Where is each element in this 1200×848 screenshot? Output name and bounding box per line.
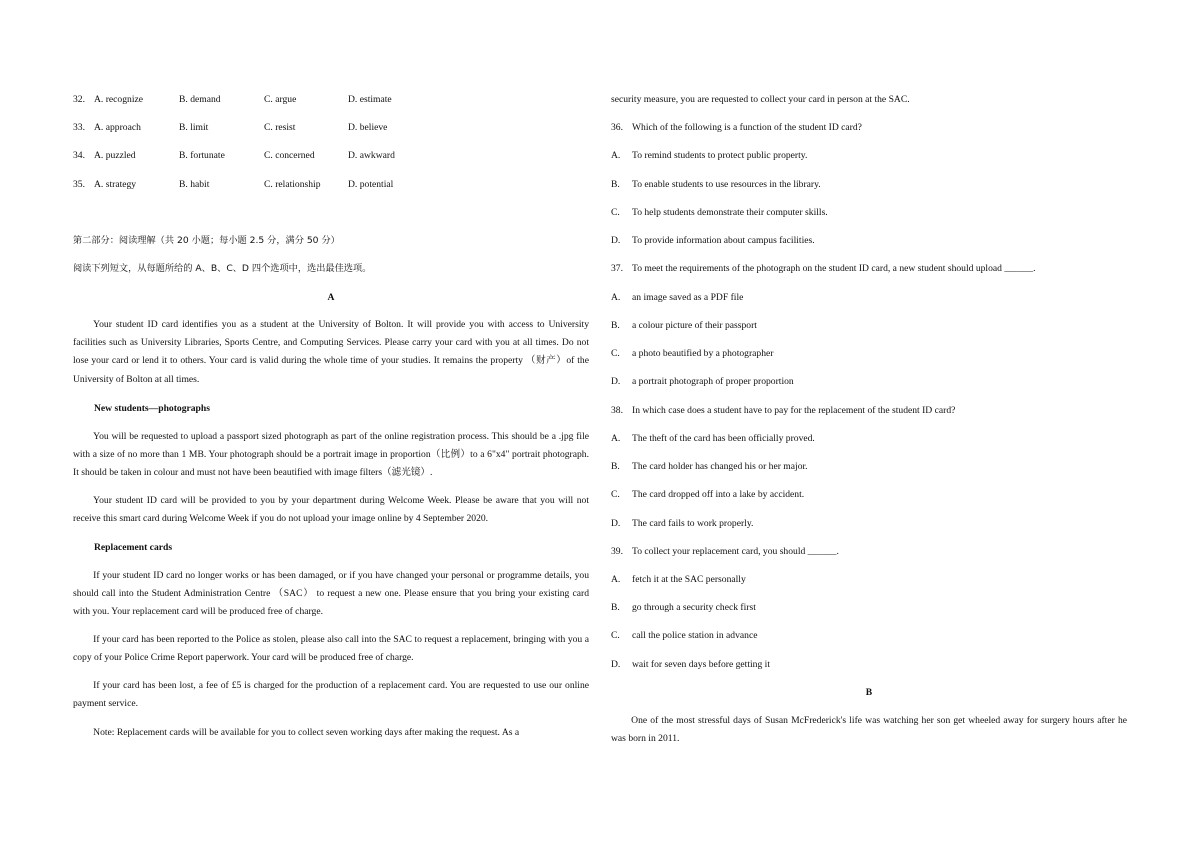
question-number: 36. [611, 122, 623, 133]
option-letter: A. [611, 292, 621, 303]
question-text: Which of the following is a function of the student ID card? [632, 122, 862, 133]
question-number: 33. [73, 122, 85, 133]
option-letter: C. [611, 489, 620, 500]
option-a: A. strategy [94, 179, 137, 190]
option-letter: A. [611, 150, 621, 161]
option-text: fetch it at the SAC personally [632, 574, 746, 585]
option-text: The card holder has changed his or her major. [632, 461, 808, 472]
section-title: 第二部分：阅读理解（共 20 小题；每小题 2.5 分，满分 50 分） [73, 235, 340, 246]
option-d: D. potential [348, 179, 394, 190]
heading-new-students: New students—photographs [94, 403, 210, 414]
option-c: C. relationship [264, 179, 321, 190]
passage-a-paragraph-7: Note: Replacement cards will be available for you to collect seven working days after making the request. As a [93, 727, 520, 738]
option-b: B. habit [179, 179, 210, 190]
option-d: D. estimate [348, 94, 392, 105]
section-instruction: 阅读下列短文，从每题所给的 A、B、C、D 四个选项中，选出最佳选项。 [73, 263, 372, 274]
option-letter: D. [611, 518, 621, 529]
option-letter: C. [611, 207, 620, 218]
option-letter: B. [611, 461, 620, 472]
option-text: To provide information about campus facilities. [632, 235, 815, 246]
passage-a-paragraph-7-continued: security measure, you are requested to collect your card in person at the SAC. [611, 94, 910, 105]
option-text: The theft of the card has been officially proved. [632, 433, 815, 444]
option-text: a colour picture of their passport [632, 320, 757, 331]
passage-a-paragraph-4: If your student ID card no longer works or has been damaged, or if you have changed your personal or programme details, you should call into the Student Administration Centre （SAC） to request a new one. Please ensure that you bring your existing card with you. Your replacement card will be produced free of charge. [73, 570, 589, 618]
option-d: D. believe [348, 122, 388, 133]
question-text: To meet the requirements of the photograph on the student ID card, a new student should upload ______. [632, 263, 1036, 274]
option-letter: A. [611, 574, 621, 585]
option-c: C. concerned [264, 150, 315, 161]
question-number: 35. [73, 179, 85, 190]
option-c: C. resist [264, 122, 296, 133]
option-c: C. argue [264, 94, 297, 105]
option-letter: B. [611, 179, 620, 190]
question-number: 39. [611, 546, 623, 557]
passage-b-label: B [865, 687, 873, 698]
question-number: 38. [611, 405, 623, 416]
option-a: A. approach [94, 122, 141, 133]
option-letter: D. [611, 235, 621, 246]
option-letter: D. [611, 376, 621, 387]
option-letter: A. [611, 433, 621, 444]
option-text: To help students demonstrate their computer skills. [632, 207, 828, 218]
question-text: To collect your replacement card, you should ______. [632, 546, 839, 557]
question-number: 32. [73, 94, 85, 105]
option-text: call the police station in advance [632, 630, 758, 641]
option-letter: B. [611, 320, 620, 331]
option-a: A. recognize [94, 94, 144, 105]
option-text: The card dropped off into a lake by accident. [632, 489, 805, 500]
question-text: In which case does a student have to pay for the replacement of the student ID card? [632, 405, 956, 416]
passage-a-paragraph-5: If your card has been reported to the Police as stolen, please also call into the SAC to request a replacement, bringing with you a copy of your Police Crime Report paperwork. Your card will be produced free of charge. [73, 634, 589, 664]
option-text: a portrait photograph of proper proportion [632, 376, 794, 387]
passage-b-paragraph-1: One of the most stressful days of Susan McFrederick's life was watching her son get wheeled away for surgery hours after he was born in 2011. [611, 715, 1127, 745]
question-number: 37. [611, 263, 623, 274]
option-b: B. fortunate [179, 150, 225, 161]
passage-a-paragraph-1: Your student ID card identifies you as a student at the University of Bolton. It will provide you with access to University facilities such as University Libraries, Sports Centre, and Computing Services. Please carry your card with you at all times. Do not lose your card or lend it to others. Your card is valid during the whole time of your studies. It remains the property （财产）of the University of Bolton at all times. [73, 319, 589, 385]
option-letter: D. [611, 659, 621, 670]
option-letter: C. [611, 348, 620, 359]
option-text: To enable students to use resources in the library. [632, 179, 821, 190]
option-letter: B. [611, 602, 620, 613]
option-b: B. limit [179, 122, 209, 133]
option-d: D. awkward [348, 150, 395, 161]
option-text: go through a security check first [632, 602, 756, 613]
option-text: a photo beautified by a photographer [632, 348, 774, 359]
passage-a-paragraph-2: You will be requested to upload a passport sized photograph as part of the online registration process. This should be a .jpg file with a size of no more than 1 MB. Your photograph should be a portrait image in proportion（比例）to a 6"x4" portrait photograph. It should be taken in colour and must not have been beautified with image filters（滤光镜）. [73, 431, 589, 479]
question-number: 34. [73, 150, 85, 161]
passage-a-paragraph-6: If your card has been lost, a fee of £5 is charged for the production of a replacement card. You are requested to use our online payment service. [73, 680, 589, 710]
option-text: The card fails to work properly. [632, 518, 754, 529]
option-text: wait for seven days before getting it [632, 659, 770, 670]
option-a: A. puzzled [94, 150, 136, 161]
option-text: an image saved as a PDF file [632, 292, 744, 303]
option-b: B. demand [179, 94, 221, 105]
option-text: To remind students to protect public property. [632, 150, 808, 161]
heading-replacement-cards: Replacement cards [94, 542, 173, 553]
option-letter: C. [611, 630, 620, 641]
passage-a-paragraph-3: Your student ID card will be provided to you by your department during Welcome Week. Please be aware that you will not receive this smart card during Welcome Week if you do not upload your image online by 4 September 2020. [73, 495, 589, 525]
passage-a-label: A [327, 292, 335, 303]
